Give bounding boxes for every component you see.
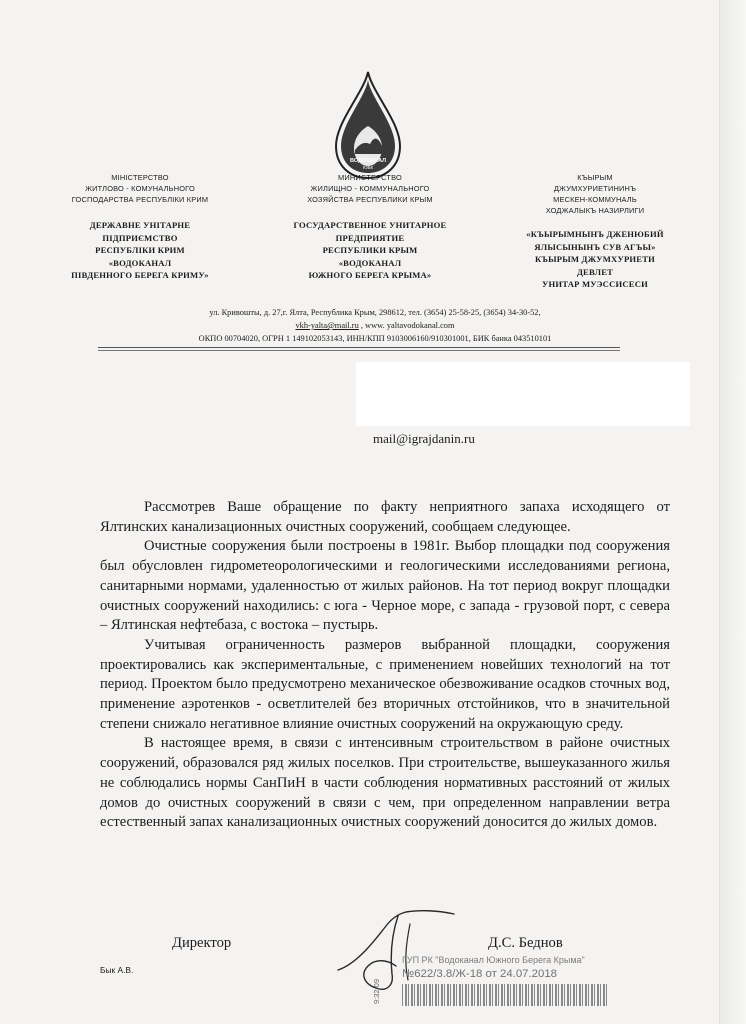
recipient-email: mail@igrajdanin.ru: [373, 431, 475, 446]
org-line: КЪЫРЫМ ДЖУМХУРИЕТИ: [534, 254, 656, 264]
org-line: ЯЛЫСЫНЫНЪ СУВ АГЪЫ»: [534, 241, 656, 252]
org-line: «ВОДОКАНАЛ: [108, 257, 172, 268]
body-paragraph: В настоящее время, в связи с интенсивным строительством в районе очистных сооружений, образовался ряд жилых поселков. При строительстве, вышеуказанного жилья не соблюдались нормы СанПиН в части соблюдения нормативных расстояний от жилых домов до очистных сооружений в связи с чем, при определенном направлении ветра естественный запах канализационных очистных сооружений доносится до жилых домов.: [100, 735, 670, 831]
water-drop-logo-icon: [328, 70, 408, 182]
letter-body: [100, 498, 670, 833]
ministry-line: МІНІСТЕРСТВО: [111, 173, 169, 182]
ministry-line: ХОЗЯЙСТВА РЕСПУБЛИКИ КРЫМ: [307, 195, 433, 204]
org-line: ДЕРЖАВНЕ УНІТАРНЕ: [89, 220, 191, 230]
header-ukrainian: [40, 172, 240, 282]
header-divider: [98, 347, 620, 348]
ministry-line: КЪЫРЫМ: [577, 173, 613, 182]
ministry-line: ДЖУМХУРИЕТИНИНЪ: [553, 184, 637, 193]
handwritten-signature: [326, 904, 476, 994]
org-email-link[interactable]: vkh-yalta@mail.ru: [295, 321, 359, 330]
org-line: УНИТАР МУЭССИСЕСИ: [541, 279, 649, 289]
ministry-line: ГОСПОДАРСТВА РЕСПУБЛІКИ КРИМ: [71, 195, 209, 204]
body-paragraph: Очистные сооружения были построены в 1981г. Выбор площадки под сооружения был обусловлен гидрометеорологическими и геологическими исследованиями региона, санитарными нормами, удаленностью от жилых районов. На тот период вокруг площадки очистных сооружений находились: с юга - Черное море, с запада - грузовой порт, с севера – Ялтинская нефтебаза, с востока – пустырь.: [100, 538, 670, 634]
org-line: «ВОДОКАНАЛ: [338, 257, 402, 268]
ministry-line: МЕСКЕН-КОММУНАЛЬ: [553, 195, 637, 204]
org-line: РЕСПУБЛІКИ КРИМ: [95, 245, 185, 255]
org-line: ДЕВЛЕТ: [576, 266, 614, 277]
ministry-line: ХОДЖАЛЫКЪ НАЗИРЛИГИ: [545, 206, 645, 215]
redacted-recipient: [356, 362, 690, 426]
signer-title: Директор: [172, 935, 232, 951]
ministry-line: ЖИЛИЩНО - КОММУНАЛЬНОГО: [310, 184, 430, 193]
body-paragraph: Учитывая ограниченность размеров выбранной площадки, сооружения проектировались как экспериментальные, с применением новейших технологий на тот период. Проектом было предусмотрено механическое обезвоживание осадков сточных вод, применение аэротенков - осветлителей без вторичных отстойников, что в значительной степени снижало негативное влияние очистных сооружений на окружающую среду.: [100, 636, 670, 732]
address-block: [150, 306, 600, 345]
ministry-line: ЖИТЛОВО - КОМУНАЛЬНОГО: [85, 184, 195, 193]
org-line: «КЪЫРЫМНЫНЪ ДЖЕНЮБИЙ: [526, 229, 664, 239]
org-line: ПРЕДПРИЯТИЕ: [335, 232, 405, 243]
stamp-org: ГУП РК "Водоканал Южного Берега Крыма": [402, 955, 585, 965]
scan-edge: [719, 0, 746, 1024]
requisites-line: ОКПО 00704020, ОГРН 1 149102053143, ИНН/КПП 9103006160/910301001, БИК банка 043510101: [198, 334, 552, 343]
executor-name: Бык А.В.: [100, 965, 134, 975]
ministry-line: МИНИСТЕРСТВО: [338, 173, 402, 182]
org-line: ЮЖНОГО БЕРЕГА КРЫМА»: [308, 270, 432, 280]
barcode: [402, 984, 608, 1006]
contact-line: [150, 319, 600, 332]
signer-name: Д.С. Беднов: [488, 935, 563, 951]
org-line: ГОСУДАРСТВЕННОЕ УНИТАРНОЕ: [293, 220, 447, 230]
logo-text: ВОДОКАНАЛ: [349, 158, 387, 164]
body-paragraph: Рассмотрев Ваше обращение по факту неприятного запаха исходящего от Ялтинских канализационных очистных сооружений, сообщаем следующее.: [100, 499, 670, 535]
org-line: ПІДПРИЄМСТВО: [102, 232, 178, 243]
header-crimean-tatar: [500, 172, 690, 291]
header-russian: [270, 172, 470, 282]
stamp-time: 9:32:09: [372, 978, 381, 1004]
logo-subtext: ЮБК: [362, 165, 374, 170]
org-line: РЕСПУБЛИКИ КРЫМ: [322, 245, 418, 255]
website-text: , www. yaltavodokanal.com: [358, 321, 455, 330]
header-divider-thin: [98, 350, 620, 351]
stamp-number: №622/3.8/Ж-18 от 24.07.2018: [402, 968, 558, 980]
address-line: ул. Кривошты, д. 27,г. Ялта, Республика Крым, 298612, тел. (3654) 25-58-25, (3654) 34-30-52,: [209, 308, 541, 317]
org-line: ПІВДЕННОГО БЕРЕГА КРИМУ»: [71, 270, 209, 280]
